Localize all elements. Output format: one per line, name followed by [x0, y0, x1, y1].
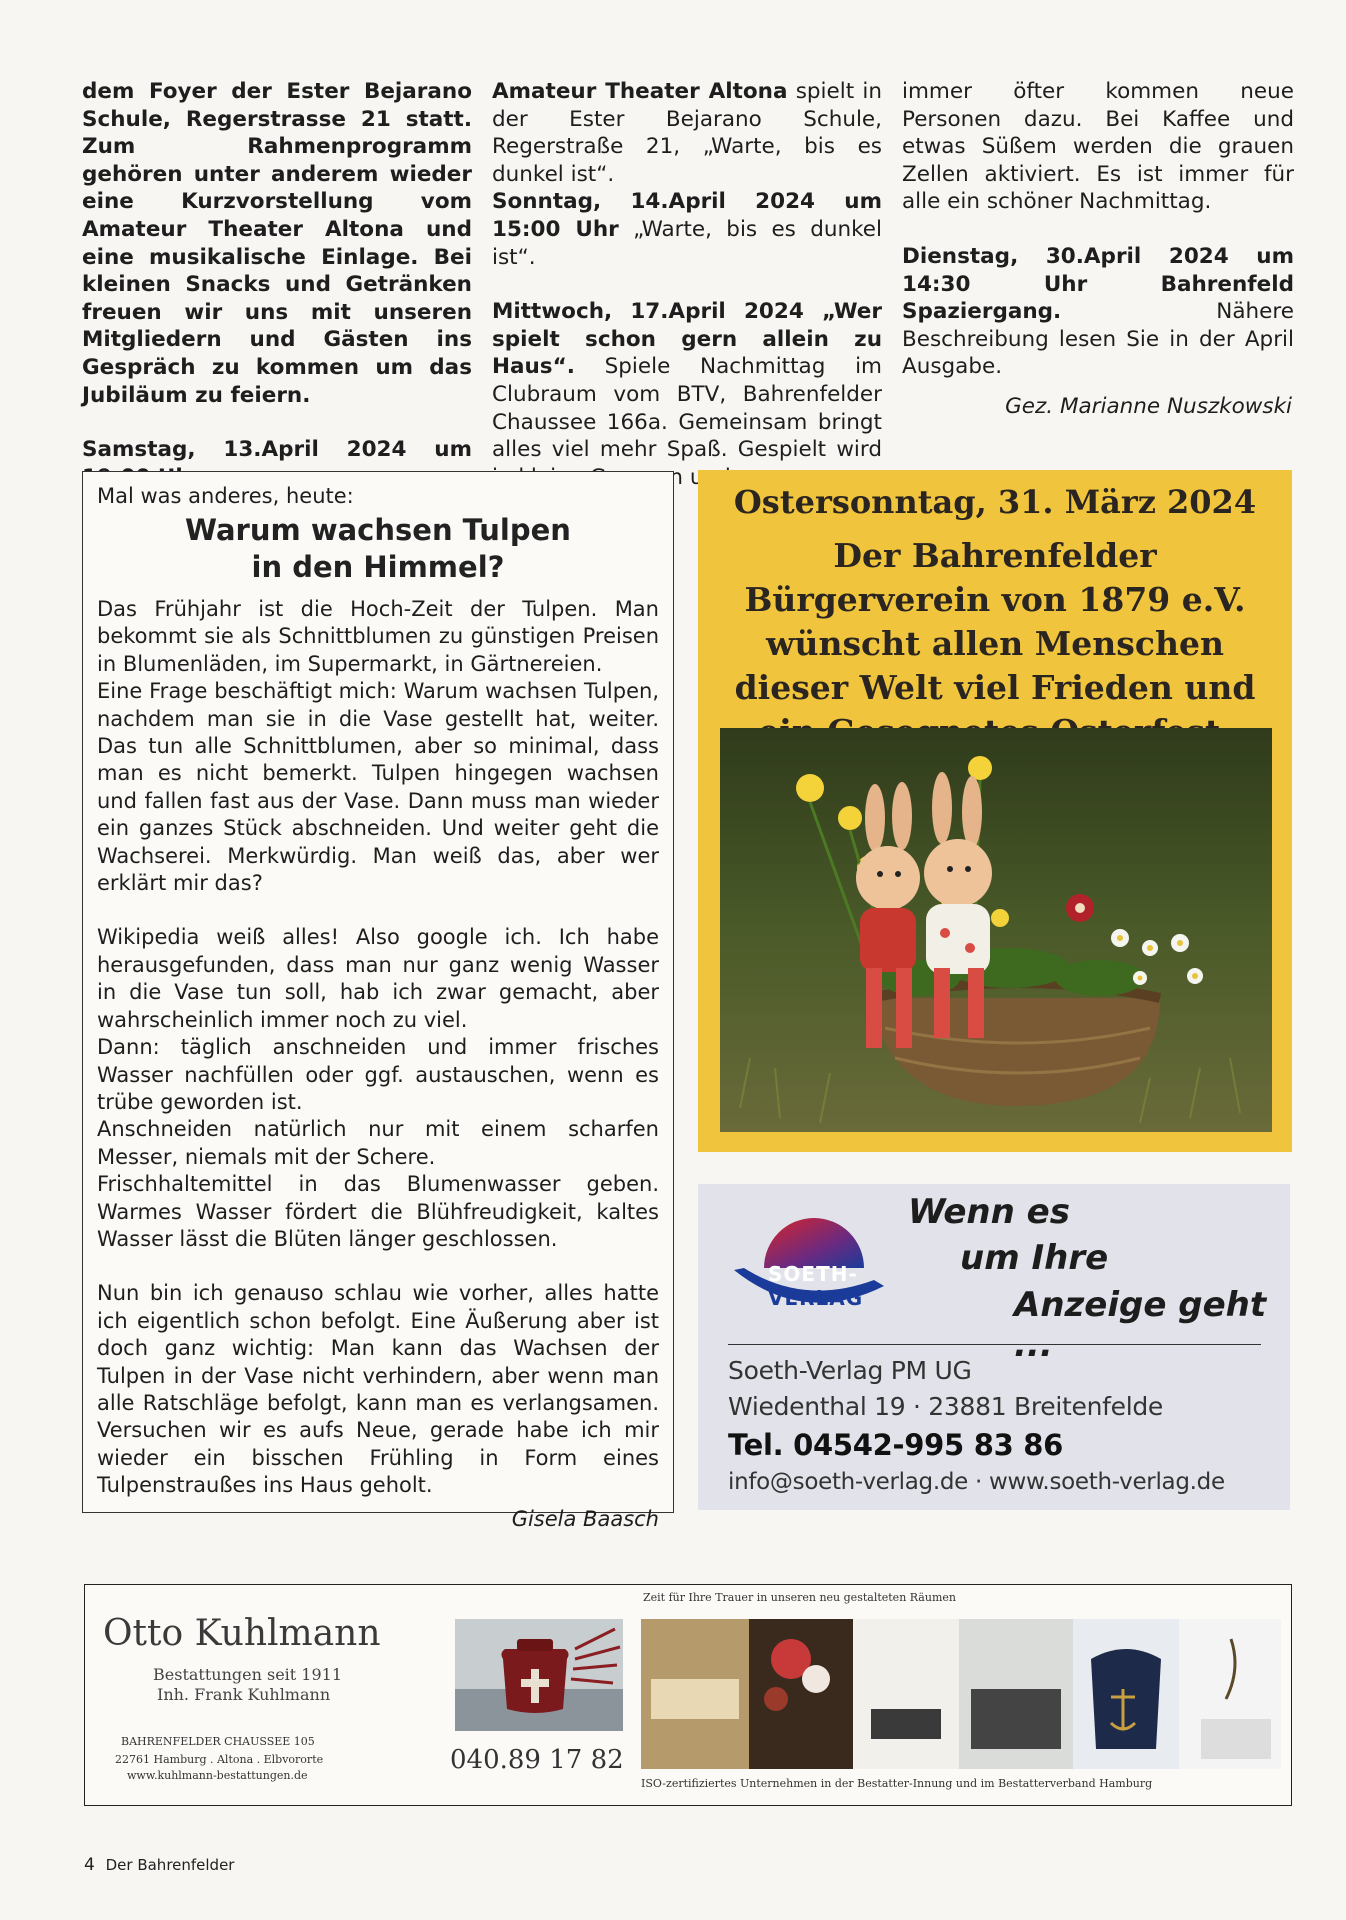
tulip-paragraph-7: Nun bin ich genauso schlau wie vorher, alles hatte ich eigentlich schon befolgt. Eine Äußerung aber ist doch ganz wichtig: Man kann das Wachsen der Tulpen in der Vase nicht verhindern, aber wenn man alle Ratschläge befolgt, kann man es verlangsamen. Versuchen wir es aufs Neue, gerade habe ich mir wieder ein bisschen Frühling in Form eines Tulpenstraußes ins Haus geholt. — [97, 1281, 659, 1498]
col2-theater-name: Amateur Theater Altona — [492, 79, 788, 104]
soeth-divider — [728, 1344, 1261, 1345]
easter-message: Der Bahrenfelder Bürgerverein von 1879 e.V. wünscht allen Menschen dieser Welt viel Frieden und — [734, 536, 1256, 707]
col2-paragraph-1 — [492, 78, 882, 188]
tulip-paragraph-1: Das Frühjahr ist die Hoch-Zeit der Tulpen. Man bekommt sie als Schnittblumen zu günstigen Preisen in Blumenläden, im Supermarkt, in Gärtnereien. — [97, 597, 659, 676]
funeral-rooms-photos — [641, 1619, 1281, 1769]
tulip-paragraph-3: Wikipedia weiß alles! Also google ich. Ich habe herausgefunden, dass man nur ganz wenig Wasser in die Vase tun soll, hab ich zwar gemacht, aber wahrscheinlich immer noch zu viel. — [97, 925, 659, 1032]
soeth-logo-text — [768, 1262, 863, 1310]
kuhlmann-ad — [84, 1584, 1292, 1806]
page-footer — [84, 1855, 234, 1875]
soeth-logo-line1: SOETH- — [768, 1262, 858, 1286]
easter-date: Ostersonntag, 31. März 2024 — [733, 483, 1257, 521]
tulip-title-line2: in den Himmel? — [251, 550, 505, 584]
tulip-paragraph-2: Eine Frage beschäftigt mich: Warum wachsen Tulpen, nachdem man sie in die Vase gestellt hat, weiter. Das tun alle Schnittblumen, aber so minimal, dass man es nicht bemerkt. Tulpen hingegen wachsen und fallen fast aus der Vase. Dann muss man wieder ein ganzes Stück abschneiden. Und weiter geht die Wachserei. Merkwürdig. Man weiß das, aber wer erklärt mir das? — [97, 679, 659, 896]
column-3 — [902, 78, 1294, 421]
kuhlmann-address-3: www.kuhlmann-bestattungen.de — [127, 1769, 308, 1782]
kuhlmann-phone: 040.89 17 82 — [450, 1745, 624, 1775]
soeth-verlag-ad — [698, 1184, 1290, 1510]
col2-sunday-text: „Warte, bis es dunkel ist“. — [492, 216, 882, 270]
col1-event-date: Samstag, 13.April 2024 um — [82, 437, 472, 463]
col2-sunday-date: Sonntag, 14.April 2024 um 15:00 Uhr — [492, 189, 882, 242]
kuhlmann-subtitle-1: Bestattungen seit 1911 — [153, 1665, 343, 1684]
easter-bunnies-photo — [720, 728, 1272, 1132]
page-number: 4 — [84, 1855, 95, 1875]
tulip-article — [82, 471, 674, 1531]
col3-signature: Gez. Marianne Nuszkowski — [1005, 393, 1292, 419]
soeth-logo-line2: VERLAG — [768, 1286, 864, 1310]
publication-name: Der Bahrenfelder — [105, 1856, 235, 1874]
soeth-address: Wiedenthal 19 · 23881 Breitenfelde — [728, 1392, 1163, 1421]
kuhlmann-name: Otto Kuhlmann — [103, 1613, 381, 1654]
col3-paragraph-1: immer öfter kommen neue Personen dazu. Bei Kaffee und etwas Süßem werden die grauen Zellen aktiviert. Es ist immer für alle ein schöner Nachmittag. — [902, 79, 1294, 215]
kuhlmann-subtitle-2: Inh. Frank Kuhlmann — [157, 1685, 331, 1704]
col2-paragraph-2 — [492, 298, 882, 491]
easter-photo-illustration — [720, 728, 1272, 1132]
tulip-lead: Mal was anderes, heute: — [97, 484, 354, 508]
col3-tuesday-event: Dienstag, 30.April 2024 um 14:30 Uhr Bahrenfeld Spaziergang. — [902, 243, 1294, 325]
column-2 — [492, 78, 882, 491]
soeth-web: info@soeth-verlag.de · www.soeth-verlag.de — [728, 1469, 1225, 1495]
col1-paragraph: dem Foyer der Ester Bejarano Schule, Regerstrasse 21 statt. Zum Rahmenprogramm gehören unter anderem wieder eine Kurzvorstellung vom Amateur Theater Altona und eine musikalische Einlage. Bei kleinen Snacks und Getränken freuen wir uns mit unseren Mitgliedern und Gästen ins Gespräch zu kommen um das Jubiläum zu feiern. — [82, 79, 472, 408]
column-1 — [82, 78, 472, 491]
tulip-paragraph-4: Dann: täglich anschneiden und immer frisches Wasser nachfüllen oder ggf. austauschen, wenn es trübe geworden ist. — [97, 1035, 659, 1114]
easter-greeting-box — [698, 470, 1292, 1152]
tulip-paragraph-6: Frischhaltemittel in das Blumenwasser geben. Warmes Wasser fördert die Blühfreudigkeit, kaltes Wasser lässt die Blüten länger geschlossen. — [97, 1172, 659, 1251]
tulip-paragraph-5: Anschneiden natürlich nur mit einem scharfen Messer, niemals mit der Schere. — [97, 1117, 659, 1169]
col2-wednesday-text: Spiele Nachmittag im Clubraum vom BTV, Bahrenfelder Chaussee 166a. Gemeinsam bringt alles viel mehr Spaß. Gespielt wird — [492, 354, 882, 463]
soeth-phone: Tel. 04542-995 83 86 — [728, 1428, 1064, 1462]
soeth-slogan-1: Wenn es — [908, 1192, 1070, 1232]
tulip-title-line1: Warum wachsen Tulpen — [185, 513, 571, 547]
col2-paragraph-1b — [492, 188, 882, 271]
col2-wednesday-event: Mittwoch, 17.April 2024 „Wer spielt schon gern allein zu Haus“. — [492, 299, 882, 380]
tulip-title — [97, 512, 659, 586]
kuhlmann-caption-top: Zeit für Ihre Trauer in unseren neu gestalteten Räumen — [643, 1591, 956, 1604]
col3-paragraph-2 — [902, 243, 1294, 381]
kuhlmann-address-2: 22761 Hamburg . Altona . Elbvororte — [115, 1753, 324, 1766]
soeth-slogan-2: um Ihre — [960, 1238, 1109, 1278]
kuhlmann-address-1: BAHRENFELDER CHAUSSEE 105 — [121, 1735, 315, 1748]
soeth-slogan-3: Anzeige geht ... — [1014, 1285, 1267, 1365]
tulip-author: Gisela Baasch — [511, 1506, 659, 1531]
col2-theater-text: spielt in der Ester Bejarano Schule, Regerstraße 21, „Warte, bis es dunkel ist“. — [492, 79, 882, 187]
urn-icon — [455, 1619, 623, 1731]
kuhlmann-caption-bottom: ISO-zertifiziertes Unternehmen in der Bestatter-Innung und im Bestatterverband Hamburg — [641, 1777, 1153, 1790]
col3-tuesday-text: Nähere Beschreibung lesen Sie in der April Ausgabe. — [902, 299, 1294, 380]
soeth-company: Soeth-Verlag PM UG — [728, 1356, 972, 1385]
